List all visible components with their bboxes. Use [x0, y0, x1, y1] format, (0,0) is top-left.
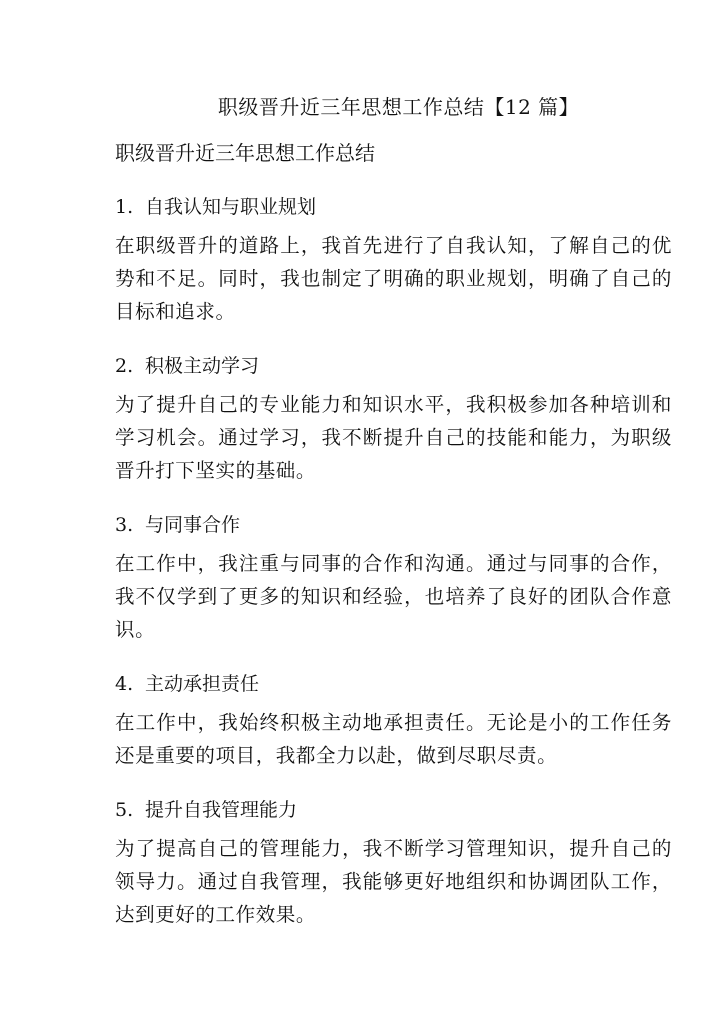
section-body: 为了提高自己的管理能力，我不断学习管理知识，提升自己的领导力。通过自我管理，我能够更好地组织和协调团队工作，达到更好的工作效果。 [115, 837, 672, 926]
section-number: 1. [115, 196, 134, 218]
section-1 [115, 193, 672, 328]
section-3 [115, 511, 672, 646]
document-title: 职级晋升近三年思想工作总结【12 篇】 [217, 95, 580, 119]
section-number: 4. [115, 673, 134, 695]
section-number: 2. [115, 355, 134, 377]
section-title: 积极主动学习 [145, 355, 260, 377]
section-4 [115, 670, 672, 772]
section-heading [115, 352, 672, 380]
section-number: 3. [115, 514, 134, 536]
section-body: 在工作中，我始终积极主动地承担责任。无论是小的工作任务还是重要的项目，我都全力以赴，做到尽职尽责。 [115, 711, 672, 767]
section-heading [115, 193, 672, 221]
section-heading [115, 796, 672, 824]
section-title: 提升自我管理能力 [145, 799, 298, 821]
section-body: 在工作中，我注重与同事的合作和沟通。通过与同事的合作，我不仅学到了更多的知识和经验，也培养了良好的团队合作意识。 [115, 552, 672, 641]
section-body: 在职级晋升的道路上，我首先进行了自我认知，了解自己的优势和不足。同时，我也制定了明确的职业规划，明确了自己的目标和追求。 [115, 234, 672, 323]
section-body: 为了提升自己的专业能力和知识水平，我积极参加各种培训和学习机会。通过学习，我不断提升自己的技能和能力，为职级晋升打下坚实的基础。 [115, 393, 672, 482]
section-title: 主动承担责任 [145, 673, 260, 695]
section-2 [115, 352, 672, 487]
section-5 [115, 796, 672, 931]
section-title: 与同事合作 [145, 514, 241, 536]
section-number: 5. [115, 799, 134, 821]
section-heading [115, 670, 672, 698]
section-title: 自我认知与职业规划 [145, 196, 317, 218]
document-subtitle: 职级晋升近三年思想工作总结 [115, 141, 375, 165]
section-heading [115, 511, 672, 539]
